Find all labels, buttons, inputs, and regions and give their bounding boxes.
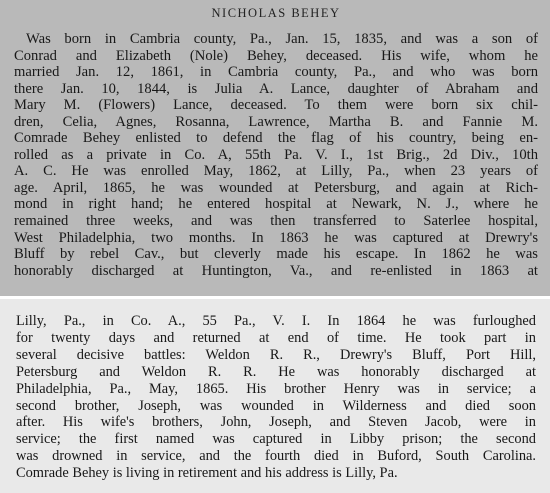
text-line: Petersburg and Weldon R. R. He was honorably discharged at	[16, 363, 536, 380]
text-line: Mary M. (Flowers) Lance, deceased. To them were born six chil-	[14, 97, 538, 114]
text-line: was drowned in service, and the fourth died in Buford, South Carolina.	[16, 448, 536, 465]
text-line: rolled as a private in Co. A, 55th Pa. V. I., 1st Brig., 2d Div., 10th	[14, 146, 538, 163]
text-line: Was born in Cambria county, Pa., Jan. 15, 1835, and was a son of	[26, 31, 538, 47]
text-line: there Jan. 10, 1844, is Julia A. Lance, daughter of Abraham and	[14, 80, 538, 97]
text-line: after. His wife's brothers, John, Joseph, and Steven Jacob, were in	[16, 414, 536, 431]
page-heading: NICHOLAS BEHEY	[211, 6, 341, 20]
text-line: A. C. He was enrolled May, 1862, at Lilly, Pa., when 23 years of	[14, 163, 538, 180]
text-line: dren, Celia, Agnes, Rosanna, Lawrence, Martha B. and Fannie M.	[14, 113, 538, 130]
text-line: Philadelphia, Pa., May, 1865. His brother Henry was in service; a	[16, 380, 536, 397]
text-line: mond in right hand; he entered hospital at Newark, N. J., where he	[14, 196, 538, 213]
biography-paragraph-top	[14, 31, 538, 279]
text-line: age. April, 1865, he was wounded at Petersburg, and again at Rich-	[14, 179, 538, 196]
biography-paragraph-bottom	[16, 313, 536, 482]
text-line: Conrad and Elizabeth (Nole) Behey, deceased. His wife, whom he	[14, 47, 538, 64]
text-line: Bluff by rebel Cav., but cleverly made his escape. In 1862 he was	[14, 246, 538, 263]
text-line: West Philadelphia, two months. In 1863 he was captured at Drewry's	[14, 229, 538, 246]
text-line: honorably discharged at Huntington, Va., and re-enlisted in 1863 at	[14, 262, 538, 279]
text-line: Lilly, Pa., in Co. A., 55 Pa., V. I. In 1864 he was furloughed	[16, 313, 536, 329]
text-line: remained three weeks, and was then transferred to Saterlee hospital,	[14, 213, 538, 230]
text-line: married Jan. 12, 1861, in Cambria county, Pa., and who was born	[14, 64, 538, 81]
text-line: several decisive battles: Weldon R. R., Drewry's Bluff, Port Hill,	[16, 346, 536, 363]
text-line: Comrade Behey is living in retirement and his address is Lilly, Pa.	[16, 465, 398, 482]
text-line: second brother, Joseph, was wounded in Wilderness and died soon	[16, 397, 536, 414]
lower-scan-panel	[0, 299, 550, 493]
text-line: service; the first named was captured in Libby prison; the second	[16, 431, 536, 448]
text-line: Comrade Behey enlisted to defend the flag of his country, being en-	[14, 130, 538, 147]
text-line: for twenty days and returned at end of time. He took part in	[16, 329, 536, 346]
